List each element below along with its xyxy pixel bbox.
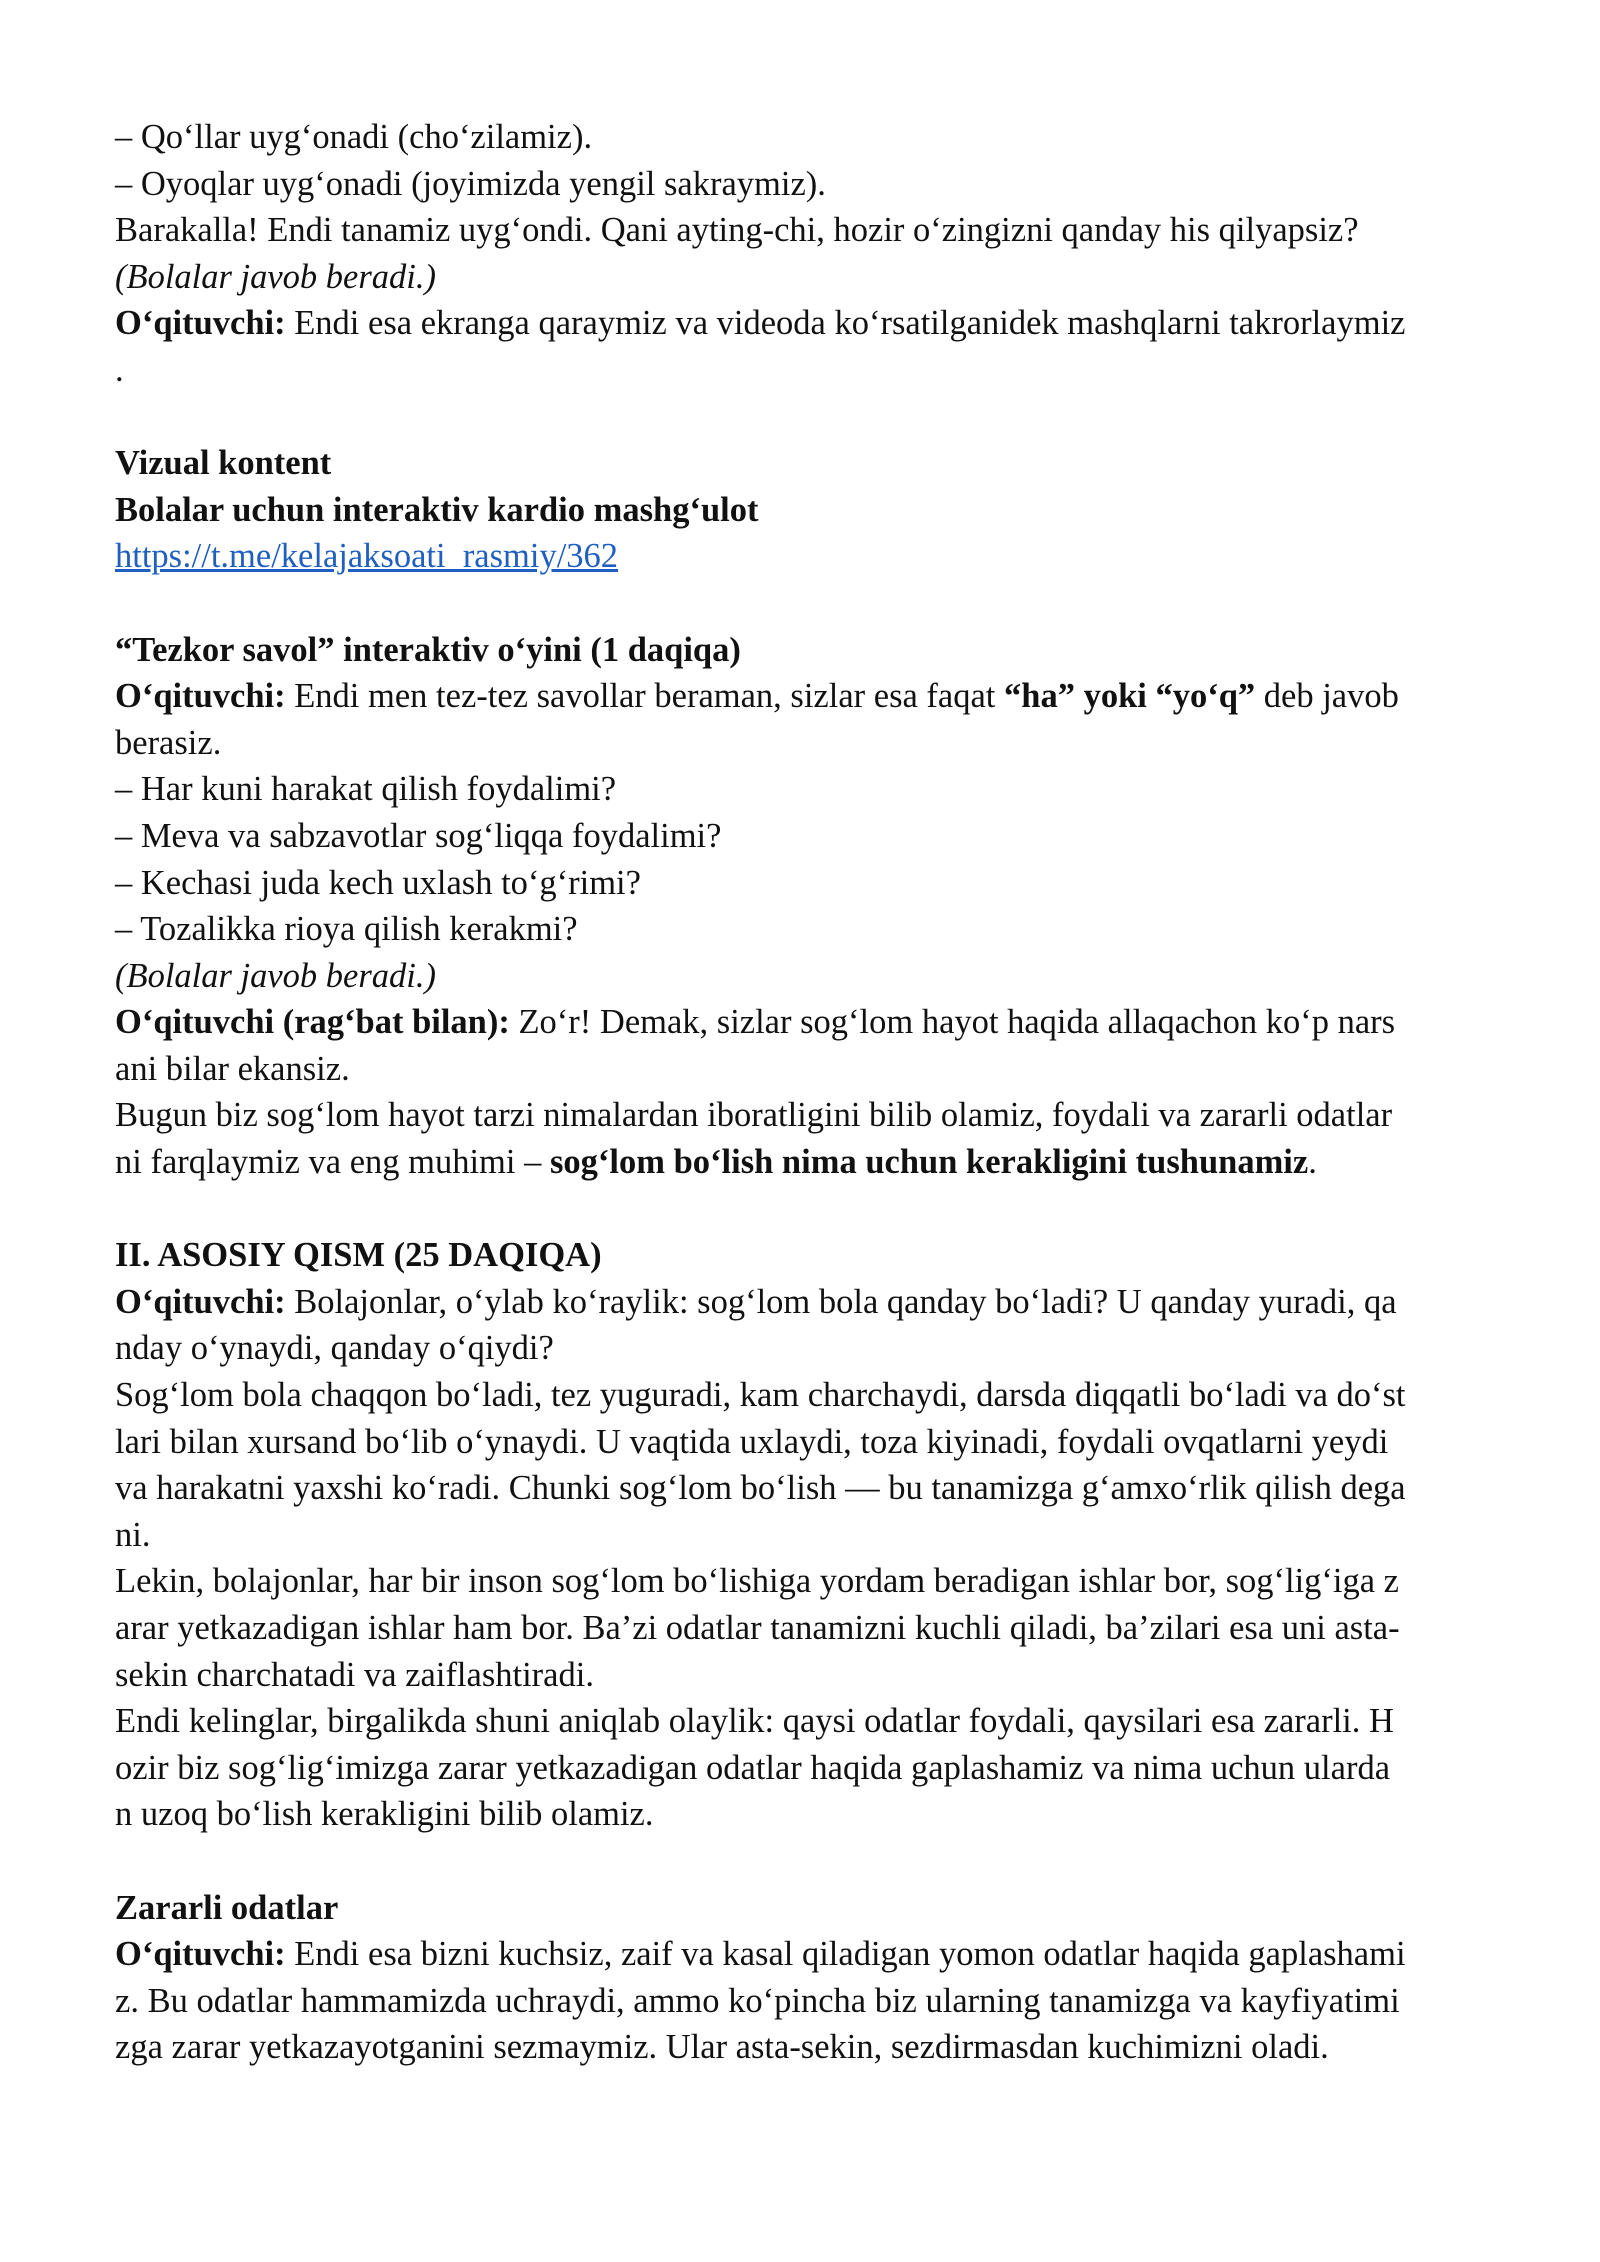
question-item: – Tozalikka rioya qilish kerakmi?	[115, 910, 578, 949]
speaker-label: O‘qituvchi:	[115, 304, 286, 343]
text-line: zga zarar yetkazayotganini sezmaymiz. Ular asta-sekin, sezdirmasdan kuchimizni oladi.	[115, 2028, 1329, 2067]
text-span: Endi men tez-tez savollar beraman, sizlar esa faqat	[285, 677, 1005, 716]
text-line: Bugun biz sog‘lom hayot tarzi nimalardan iboratligini bilib olamiz, foydali va zararli odatlar	[115, 1096, 1393, 1135]
subheading: Bolalar uchun interaktiv kardio mashg‘ulot	[115, 490, 759, 529]
text-span: ni farqlaymiz va eng muhimi –	[115, 1143, 550, 1182]
question-item: – Har kuni harakat qilish foydalimi?	[115, 770, 617, 809]
speaker-label: O‘qituvchi:	[115, 677, 286, 716]
spacer	[115, 1186, 1540, 1233]
text-line: Endi kelinglar, birgalikda shuni aniqlab olaylik: qaysi odatlar foydali, qaysilari esa zararli. H	[115, 1702, 1394, 1741]
text-line: arar yetkazadigan ishlar ham bor. Ba’zi odatlar tanamizni kuchli qiladi, ba’zilari esa uni asta-	[115, 1609, 1400, 1647]
section-heading: II. ASOSIY QISM (25 DAQIQA)	[115, 1236, 602, 1275]
text-line: va harakatni yaxshi ko‘radi. Chunki sog‘lom bo‘lish — bu tanamizga g‘amxo‘rlik qilish dega	[115, 1469, 1406, 1508]
section-heading: Vizual kontent	[115, 444, 332, 483]
section-heading: “Tezkor savol” interaktiv o‘yini (1 daqiqa)	[115, 630, 741, 669]
speaker-label: O‘qituvchi:	[115, 1935, 286, 1974]
teacher-line	[115, 1931, 1540, 1978]
bold-span: “ha” yoki “yo‘q”	[1004, 677, 1256, 716]
text-line: nday o‘ynaydi, qanday o‘qiydi?	[115, 1329, 554, 1368]
text-line: lari bilan xursand bo‘lib o‘ynaydi. U vaqtida uxlaydi, toza kiyinadi, foydali ovqatlarni yeydi	[115, 1422, 1389, 1461]
text-span: Zo‘r! Demak, sizlar sog‘lom hayot haqida allaqachon ko‘p nars	[509, 1003, 1396, 1042]
question-item: – Meva va sabzavotlar sog‘liqqa foydalimi?	[115, 816, 722, 855]
text-line: – Oyoqlar uyg‘onadi (joyimizda yengil sakraymiz).	[115, 164, 826, 203]
bold-span: sog‘lom bo‘lish nima uchun kerakligini tushunamiz	[549, 1143, 1309, 1182]
text-line	[115, 1139, 1540, 1186]
text-line: ozir biz sog‘lig‘imizga zarar yetkazadigan odatlar haqida gaplashamiz va nima uchun ularda	[115, 1748, 1391, 1787]
spacer	[115, 580, 1540, 627]
italic-note: (Bolalar javob beradi.)	[115, 257, 436, 296]
section-heading: Zararli odatlar	[115, 1888, 339, 1927]
video-link[interactable]: https://t.me/kelajaksoati_rasmiy/362	[115, 537, 619, 576]
text-line: Lekin, bolajonlar, har bir inson sog‘lom bo‘lishiga yordam beradigan ishlar bor, sog‘lig‘iga z	[115, 1562, 1399, 1601]
text-span: Endi esa ekranga qaraymiz va videoda ko‘rsatilganidek mashqlarni takrorlaymiz	[285, 304, 1406, 343]
text-line: n uzoq bo‘lish kerakligini bilib olamiz.	[115, 1795, 654, 1834]
text-span: Bolajonlar, o‘ylab ko‘raylik: sog‘lom bola qanday bo‘ladi? U qanday yuradi, qa	[285, 1282, 1397, 1321]
text-line: sekin charchatadi va zaiflashtiradi.	[115, 1655, 594, 1694]
text-span: deb javob	[1255, 677, 1399, 716]
text-line: Sog‘lom bola chaqqon bo‘ladi, tez yuguradi, kam charchaydi, darsda diqqatli bo‘ladi va do‘st	[115, 1376, 1406, 1415]
teacher-line	[115, 999, 1540, 1046]
speaker-label: O‘qituvchi (rag‘bat bilan):	[115, 1003, 510, 1042]
text-line: ani bilar ekansiz.	[115, 1049, 350, 1088]
speaker-label: O‘qituvchi:	[115, 1282, 286, 1321]
text-line: ni.	[115, 1515, 151, 1554]
teacher-line	[115, 1279, 1540, 1326]
italic-note: (Bolalar javob beradi.)	[115, 956, 436, 995]
question-item: – Kechasi juda kech uxlash to‘g‘rimi?	[115, 863, 641, 902]
text-span: Endi esa bizni kuchsiz, zaif va kasal qiladigan yomon odatlar haqida gaplashami	[285, 1935, 1406, 1974]
text-line: berasiz.	[115, 723, 222, 762]
text-line: z. Bu odatlar hammamizda uchraydi, ammo ko‘pincha biz ularning tanamizga va kayfiyatimi	[115, 1981, 1400, 2020]
spacer	[115, 394, 1540, 441]
spacer	[115, 1838, 1540, 1885]
text-line: – Qo‘llar uyg‘onadi (cho‘zilamiz).	[115, 118, 593, 156]
teacher-line	[115, 300, 1540, 347]
text-span: .	[1308, 1143, 1317, 1182]
text-line: Barakalla! Endi tanamiz uyg‘ondi. Qani ayting-chi, hozir o‘zingizni qanday his qilyapsiz?	[115, 211, 1359, 250]
teacher-line	[115, 673, 1540, 720]
text-line: .	[115, 350, 124, 389]
